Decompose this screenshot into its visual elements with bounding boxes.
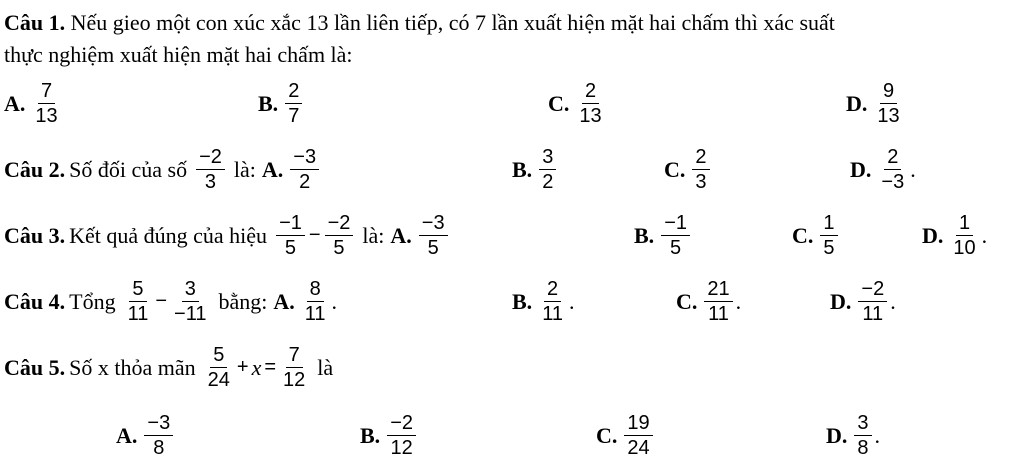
q4-text: Tổng <box>69 288 116 314</box>
q4-option-b <box>512 278 574 325</box>
denominator: 5 <box>823 237 835 259</box>
option-letter: C. <box>792 222 814 248</box>
option-letter: C. <box>664 156 686 182</box>
q1-label: Câu 1. <box>4 10 66 35</box>
q3-after: là: <box>362 222 385 248</box>
option-letter: D. <box>922 222 944 248</box>
q5-fraction-1 <box>205 344 233 391</box>
numerator: 5 <box>210 344 227 368</box>
q3-option-c <box>792 212 841 259</box>
numerator: 1 <box>956 212 973 236</box>
tail-period: . <box>981 222 988 248</box>
fraction <box>539 278 566 325</box>
fraction <box>692 146 709 193</box>
denominator: 5 <box>333 237 345 259</box>
q4-option-a-fraction <box>302 278 329 325</box>
tail-period: . <box>735 288 742 314</box>
tail-period: . <box>874 422 881 448</box>
q5-option-a <box>116 412 176 459</box>
option-letter: B. <box>512 156 533 182</box>
q1-option-d <box>846 80 906 127</box>
q4-option-c <box>676 278 741 325</box>
numerator: 2 <box>692 146 709 170</box>
q2-text: Số đối của số <box>69 156 188 182</box>
q1-line1 <box>4 10 835 36</box>
numerator: −1 <box>661 212 690 236</box>
denominator: 12 <box>283 369 306 391</box>
minus-sign: − <box>308 224 321 246</box>
numerator: 2 <box>544 278 561 302</box>
q5-label: Câu 5. <box>4 354 66 380</box>
denominator: 13 <box>35 105 58 127</box>
q3-stem <box>4 212 451 259</box>
denominator: 2 <box>299 171 311 193</box>
denominator: −11 <box>174 303 207 325</box>
fraction <box>820 212 837 259</box>
option-letter: B. <box>360 422 381 448</box>
q2-option-d <box>850 146 916 193</box>
q5-stem <box>4 344 333 391</box>
q4-stem <box>4 278 337 325</box>
numerator: 2 <box>582 80 599 104</box>
numerator: 3 <box>182 278 199 302</box>
numerator: −1 <box>276 212 305 236</box>
denominator: 11 <box>304 303 326 325</box>
q2-option-b <box>512 146 559 193</box>
q3-option-a-fraction <box>419 212 448 259</box>
minus-sign: − <box>155 290 168 312</box>
fraction <box>661 212 690 259</box>
denominator: 13 <box>877 105 900 127</box>
option-letter: D. <box>846 90 868 116</box>
tail-period: . <box>890 288 896 314</box>
variable-x: x <box>251 354 262 380</box>
fraction <box>539 146 556 193</box>
q4-fraction-2 <box>171 278 209 325</box>
q1-text-line2: thực nghiệm xuất hiện mặt hai chấm là: <box>4 42 353 67</box>
q4-option-d <box>830 278 896 325</box>
fraction <box>144 412 173 459</box>
q2-option-a-fraction <box>290 146 319 193</box>
numerator: −3 <box>290 146 319 170</box>
denominator: 3 <box>204 171 217 193</box>
numerator: 21 <box>704 278 732 302</box>
numerator: 5 <box>129 278 146 302</box>
q3-text: Kết quả đúng của hiệu <box>69 222 268 248</box>
numerator: −3 <box>144 412 173 436</box>
option-letter: A. <box>390 222 412 248</box>
denominator: 3 <box>695 171 707 193</box>
denominator: 8 <box>153 437 165 459</box>
q1-option-b <box>258 80 305 127</box>
fraction <box>950 212 978 259</box>
denominator: 5 <box>427 237 439 259</box>
fraction <box>878 146 907 193</box>
option-letter: A. <box>4 90 26 116</box>
q2-label: Câu 2. <box>4 156 66 182</box>
fraction <box>858 278 887 325</box>
denominator: 5 <box>284 237 297 259</box>
q1-line2 <box>4 42 353 68</box>
option-letter: C. <box>548 90 570 116</box>
denominator: 10 <box>953 237 976 259</box>
tail-period: . <box>331 288 338 314</box>
q5-fraction-2 <box>280 344 308 391</box>
option-letter: D. <box>826 422 848 448</box>
numerator: −2 <box>325 212 354 236</box>
option-letter: B. <box>258 90 279 116</box>
numerator: 3 <box>854 412 871 436</box>
denominator: 11 <box>708 303 729 325</box>
numerator: 2 <box>285 80 302 104</box>
numerator: 7 <box>38 80 55 104</box>
tail-period: . <box>568 288 575 314</box>
numerator: 9 <box>880 80 897 104</box>
fraction <box>285 80 302 127</box>
fraction <box>854 412 871 459</box>
q4-after: bằng: <box>218 288 268 314</box>
option-letter: C. <box>676 288 698 314</box>
fraction <box>624 412 652 459</box>
option-letter: D. <box>830 288 852 314</box>
q4-fraction-1 <box>125 278 152 325</box>
fraction <box>704 278 732 325</box>
fraction <box>32 80 60 127</box>
numerator: −2 <box>196 146 225 170</box>
denominator: 11 <box>542 303 563 325</box>
q5-option-b <box>360 412 419 459</box>
option-letter: A. <box>261 156 284 182</box>
numerator: 3 <box>539 146 556 170</box>
denominator: 2 <box>542 171 554 193</box>
q2-fraction <box>196 146 225 193</box>
option-letter: D. <box>850 156 872 182</box>
q2-after: là: <box>233 156 256 182</box>
q3-fraction-1 <box>276 212 305 259</box>
numerator: 19 <box>624 412 652 436</box>
plus-sign: + <box>236 356 249 378</box>
q5-option-d <box>826 412 880 459</box>
denominator: 8 <box>857 437 869 459</box>
option-letter: C. <box>596 422 618 448</box>
denominator: 7 <box>288 105 300 127</box>
q3-label: Câu 3. <box>4 222 66 248</box>
q5-text: Số x thỏa mãn <box>69 354 196 380</box>
numerator: −2 <box>387 412 416 436</box>
fraction <box>576 80 604 127</box>
q3-option-d <box>922 212 987 259</box>
tail-period: . <box>910 156 916 182</box>
q1-option-c <box>548 80 608 127</box>
option-letter: A. <box>116 422 138 448</box>
q5-option-c <box>596 412 656 459</box>
denominator: 24 <box>627 437 650 459</box>
fraction <box>874 80 902 127</box>
numerator: 2 <box>884 146 901 170</box>
q3-fraction-2 <box>325 212 354 259</box>
q4-label: Câu 4. <box>4 288 66 314</box>
equals-sign: = <box>264 356 277 378</box>
q3-option-b <box>634 212 693 259</box>
denominator: 13 <box>579 105 602 127</box>
q2-option-c <box>664 146 713 193</box>
denominator: 12 <box>390 437 413 459</box>
q2-stem <box>4 146 322 193</box>
q1-option-a <box>4 80 64 127</box>
numerator: 1 <box>820 212 837 236</box>
numerator: 8 <box>307 278 324 302</box>
option-letter: B. <box>634 222 655 248</box>
q1-text-line1: Nếu gieo một con xúc xắc 13 lần liên tiếp, có 7 lần xuất hiện mặt hai chấm thì xác suất <box>70 10 835 35</box>
option-letter: B. <box>512 288 533 314</box>
denominator: 24 <box>207 369 230 391</box>
denominator: 11 <box>862 303 884 325</box>
option-letter: A. <box>273 288 295 314</box>
numerator: −3 <box>419 212 448 236</box>
fraction <box>387 412 416 459</box>
numerator: −2 <box>858 278 887 302</box>
q5-after: là <box>317 354 334 380</box>
numerator: 7 <box>286 344 303 368</box>
denominator: 5 <box>670 237 682 259</box>
denominator: −3 <box>881 171 905 193</box>
denominator: 11 <box>127 303 149 325</box>
